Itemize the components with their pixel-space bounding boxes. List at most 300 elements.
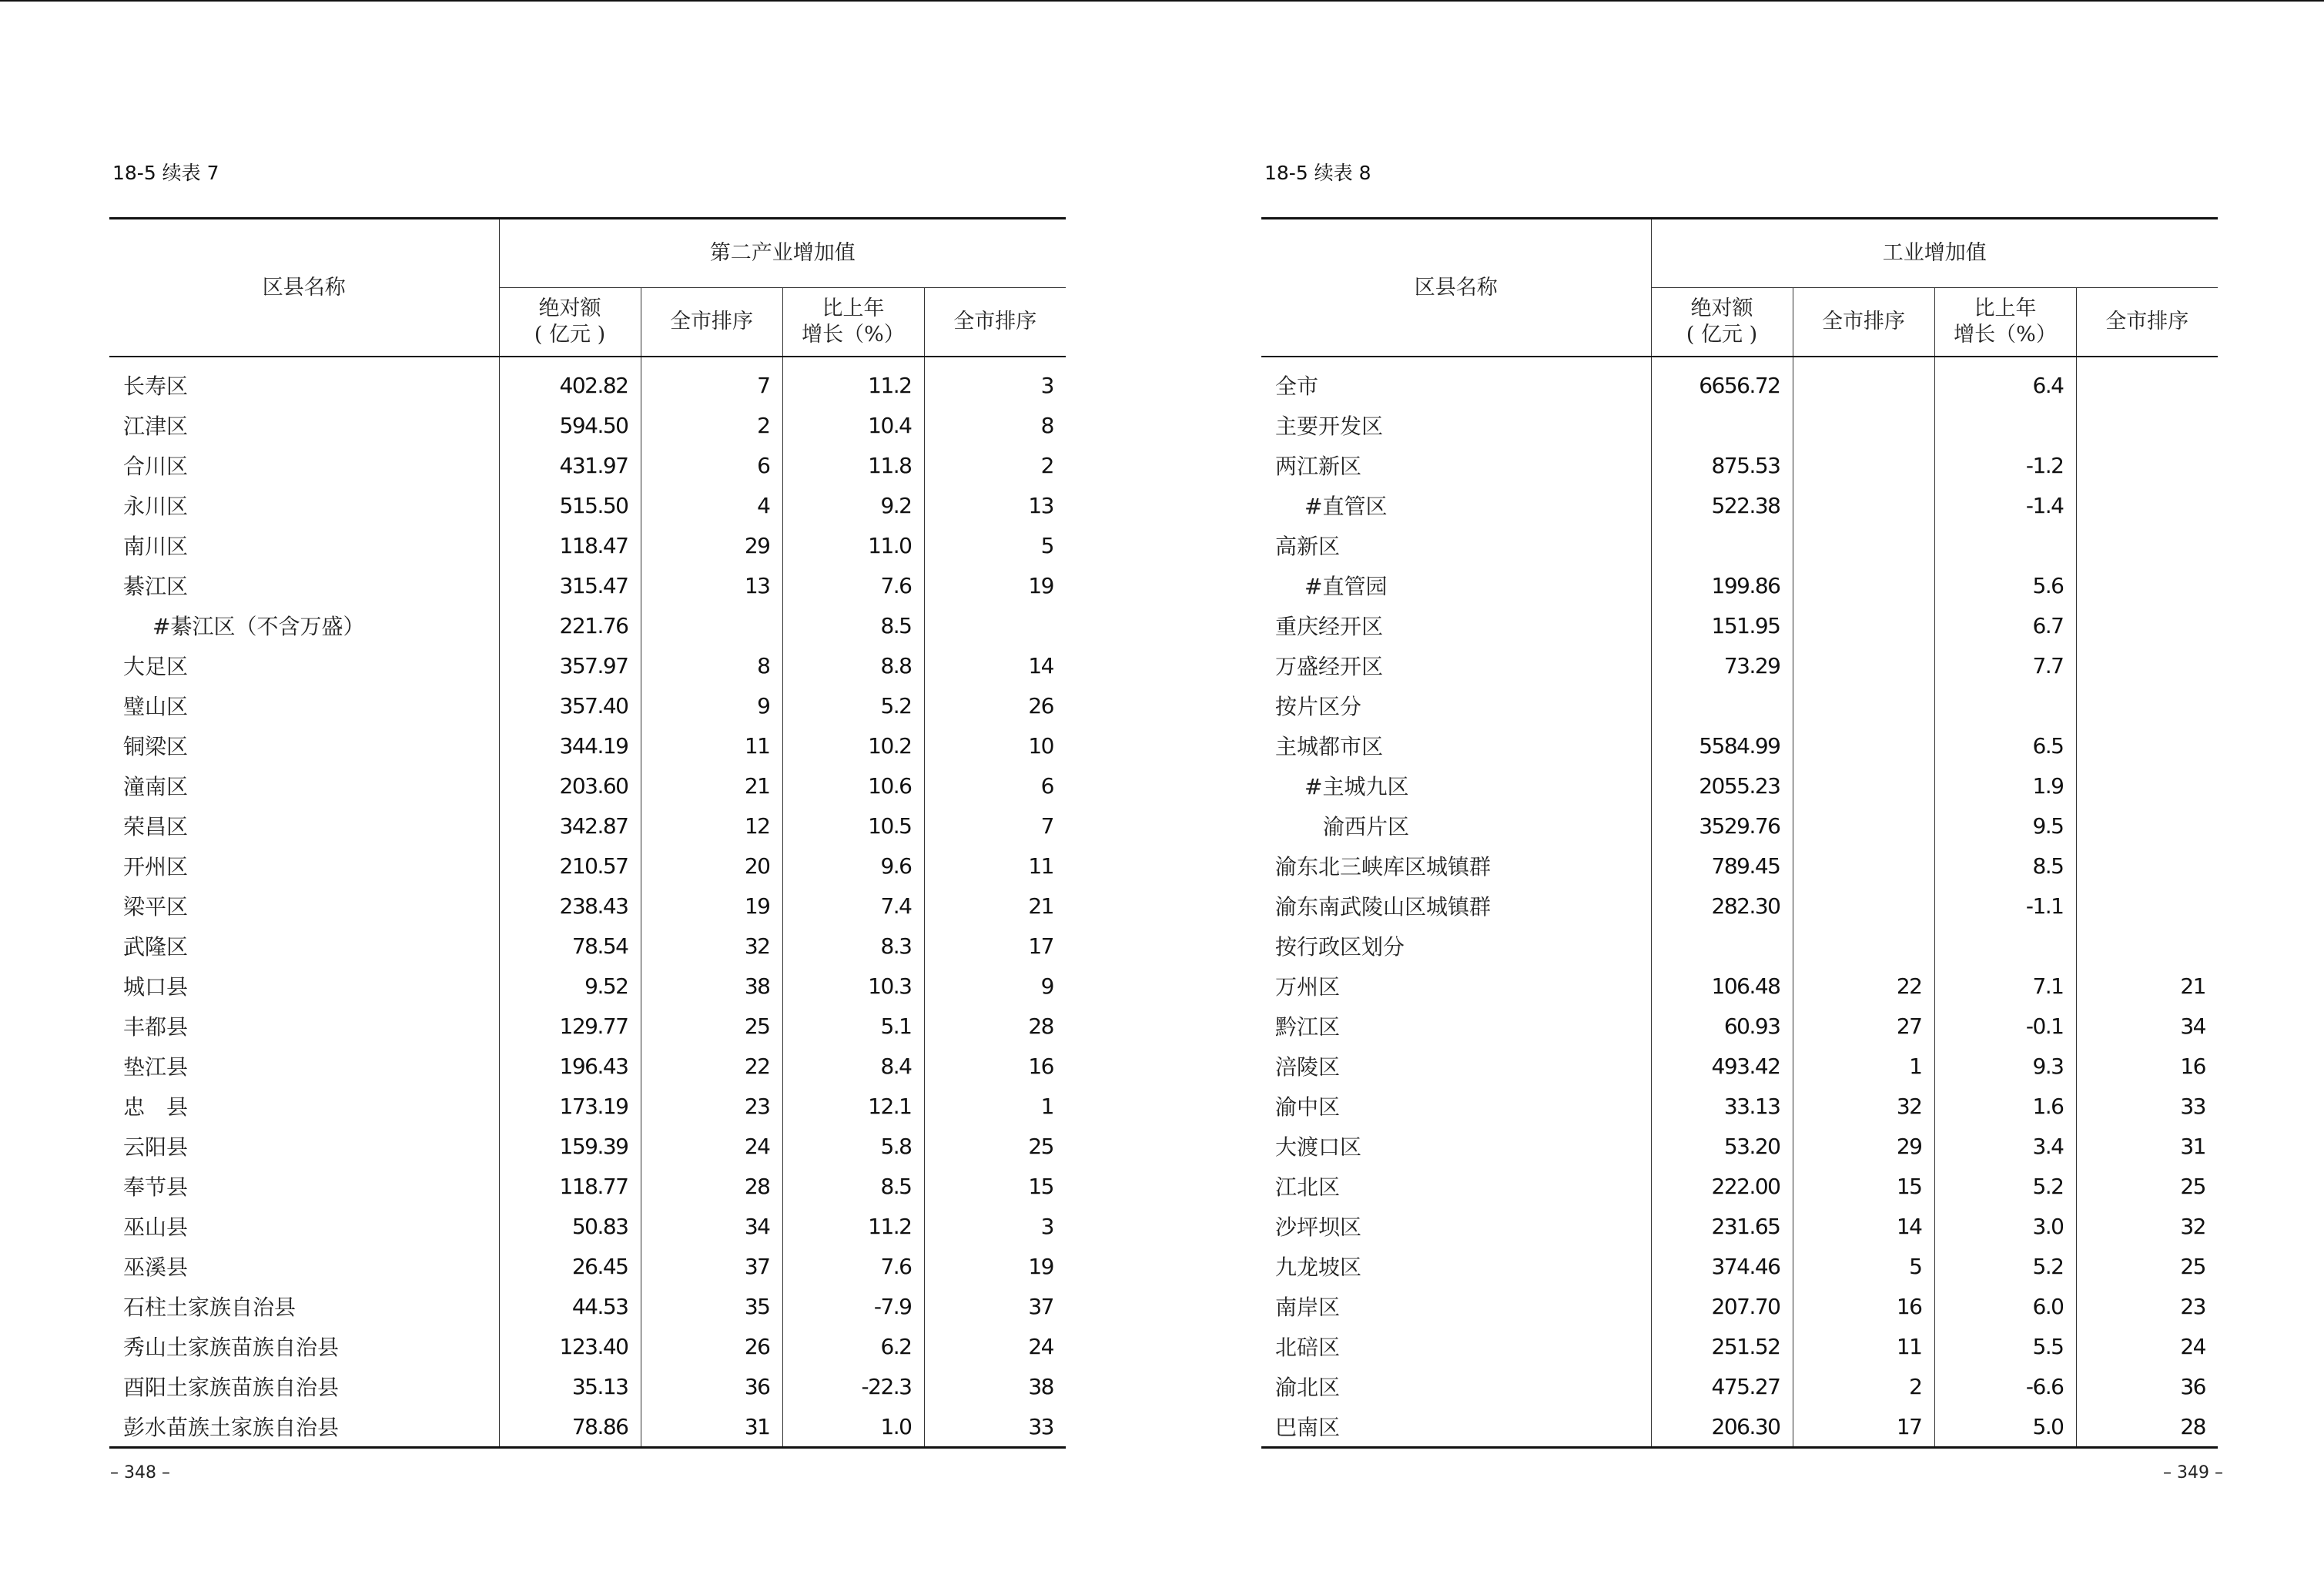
table-row	[1261, 1206, 2218, 1246]
region-name-cell: 秀山土家族苗族自治县	[123, 1335, 340, 1360]
absolute-value-cell: 118.47	[499, 525, 641, 565]
table-row	[109, 766, 1066, 806]
growth-rank-cell: 9	[924, 966, 1066, 1006]
growth-cell	[1934, 685, 2076, 725]
growth-cell: 6.4	[1934, 357, 2076, 405]
growth-cell: 11.2	[782, 1206, 924, 1246]
growth-cell: 6.0	[1934, 1286, 2076, 1326]
absolute-value-cell: 357.40	[499, 685, 641, 725]
region-name-cell: #直管区	[1304, 494, 1388, 519]
table-row	[109, 1246, 1066, 1286]
table-row	[109, 1366, 1066, 1406]
region-name-cell: 南川区	[123, 534, 189, 559]
growth-rank-cell	[2076, 725, 2218, 766]
region-name-cell: 北碚区	[1275, 1335, 1341, 1360]
growth-cell: 9.6	[782, 846, 924, 886]
region-name-cell: 重庆经开区	[1275, 614, 1384, 639]
growth-rank-header: 全市排序	[2076, 288, 2218, 357]
growth-cell: -7.9	[782, 1286, 924, 1326]
group-header: 工业增加值	[1651, 219, 2218, 288]
rank-cell: 5	[1793, 1246, 1934, 1286]
growth-cell: 10.2	[782, 725, 924, 766]
growth-cell: -22.3	[782, 1366, 924, 1406]
growth-rank-cell	[2076, 445, 2218, 485]
absolute-value-cell: 402.82	[499, 357, 641, 405]
region-name-cell: 巫溪县	[123, 1255, 189, 1280]
region-name-cell: #主城九区	[1304, 774, 1409, 799]
growth-cell: 6.5	[1934, 725, 2076, 766]
growth-cell: 8.5	[782, 1166, 924, 1206]
table-row	[1261, 445, 2218, 485]
absolute-value-cell: 78.86	[499, 1406, 641, 1448]
growth-cell: 12.1	[782, 1086, 924, 1126]
growth-cell: 11.0	[782, 525, 924, 565]
rank-cell: 28	[641, 1166, 782, 1206]
absolute-value-cell: 210.57	[499, 846, 641, 886]
region-name-cell: 奉节县	[123, 1174, 189, 1200]
table-row	[109, 806, 1066, 846]
absolute-header: 绝对额 ( 亿元 )	[499, 288, 641, 357]
absolute-value-cell: 173.19	[499, 1086, 641, 1126]
rank-cell: 11	[641, 725, 782, 766]
rank-header: 全市排序	[1793, 288, 1934, 357]
region-name-cell: 武隆区	[123, 934, 189, 960]
region-name-cell: 渝东北三峡库区城镇群	[1275, 854, 1492, 879]
growth-rank-cell: 2	[924, 445, 1066, 485]
table-row	[109, 926, 1066, 966]
absolute-value-cell: 475.27	[1651, 1366, 1793, 1406]
rank-cell: 19	[641, 886, 782, 926]
rank-cell: 11	[1793, 1326, 1934, 1366]
table-body	[109, 357, 1066, 1448]
table-row	[1261, 405, 2218, 445]
region-name-cell: 石柱土家族自治县	[123, 1295, 296, 1320]
table-row	[1261, 725, 2218, 766]
rank-cell: 9	[641, 685, 782, 725]
rank-cell	[1793, 846, 1934, 886]
rank-cell	[641, 605, 782, 645]
region-name-cell: 两江新区	[1275, 454, 1362, 479]
growth-rank-cell: 16	[2076, 1046, 2218, 1086]
table-row	[109, 966, 1066, 1006]
growth-rank-cell: 8	[924, 405, 1066, 445]
absolute-value-cell: 44.53	[499, 1286, 641, 1326]
growth-cell: -0.1	[1934, 1006, 2076, 1046]
absolute-value-cell: 357.97	[499, 645, 641, 685]
growth-cell: 1.9	[1934, 766, 2076, 806]
region-name-cell: 丰都县	[123, 1014, 189, 1040]
region-name-cell: 璧山区	[123, 694, 189, 719]
table-row	[1261, 525, 2218, 565]
rank-cell: 37	[641, 1246, 782, 1286]
growth-rank-cell	[2076, 926, 2218, 966]
absolute-value-cell: 221.76	[499, 605, 641, 645]
region-name-cell: 巫山县	[123, 1214, 189, 1240]
growth-rank-cell: 16	[924, 1046, 1066, 1086]
growth-cell: 5.1	[782, 1006, 924, 1046]
absolute-value-cell: 129.77	[499, 1006, 641, 1046]
growth-rank-cell: 3	[924, 1206, 1066, 1246]
rank-cell: 21	[641, 766, 782, 806]
growth-rank-cell: 7	[924, 806, 1066, 846]
region-name-cell: 渝西片区	[1323, 814, 1410, 839]
absolute-value-cell: 35.13	[499, 1366, 641, 1406]
growth-rank-cell: 33	[2076, 1086, 2218, 1126]
table-row	[109, 357, 1066, 405]
region-name-cell: 潼南区	[123, 774, 189, 799]
rank-cell: 4	[641, 485, 782, 525]
table-row	[1261, 1086, 2218, 1126]
absolute-value-cell: 231.65	[1651, 1206, 1793, 1246]
region-name-cell: 巴南区	[1275, 1415, 1341, 1440]
rank-cell	[1793, 525, 1934, 565]
rank-cell: 32	[641, 926, 782, 966]
absolute-value-cell: 60.93	[1651, 1006, 1793, 1046]
growth-rank-cell	[2076, 485, 2218, 525]
rank-cell	[1793, 886, 1934, 926]
growth-cell: 9.3	[1934, 1046, 2076, 1086]
growth-cell: 9.5	[1934, 806, 2076, 846]
absolute-value-cell: 222.00	[1651, 1166, 1793, 1206]
secondary-industry-table	[109, 217, 1066, 1449]
table-row	[109, 1006, 1066, 1046]
growth-rank-cell: 10	[924, 725, 1066, 766]
region-name-cell: 大渡口区	[1275, 1134, 1362, 1160]
rank-cell: 25	[641, 1006, 782, 1046]
rank-cell	[1793, 485, 1934, 525]
absolute-value-cell: 26.45	[499, 1246, 641, 1286]
rank-cell	[1793, 685, 1934, 725]
absolute-value-cell: 493.42	[1651, 1046, 1793, 1086]
growth-rank-cell	[2076, 806, 2218, 846]
table-row	[1261, 966, 2218, 1006]
rank-cell	[1793, 357, 1934, 405]
growth-rank-cell: 19	[924, 565, 1066, 605]
growth-rank-cell	[2076, 565, 2218, 605]
rank-cell: 17	[1793, 1406, 1934, 1448]
rank-cell	[1793, 645, 1934, 685]
growth-rank-cell: 11	[924, 846, 1066, 886]
growth-rank-cell	[2076, 357, 2218, 405]
growth-rank-cell: 31	[2076, 1126, 2218, 1166]
growth-cell: 10.3	[782, 966, 924, 1006]
growth-rank-cell	[2076, 886, 2218, 926]
growth-cell	[1934, 525, 2076, 565]
table-row	[1261, 1006, 2218, 1046]
group-header: 第二产业增加值	[499, 219, 1066, 288]
table-row	[1261, 886, 2218, 926]
growth-cell: -1.2	[1934, 445, 2076, 485]
rank-cell: 22	[641, 1046, 782, 1086]
table-row	[109, 846, 1066, 886]
region-name-cell: 渝中区	[1275, 1094, 1341, 1120]
rank-cell: 2	[1793, 1366, 1934, 1406]
absolute-header: 绝对额 ( 亿元 )	[1651, 288, 1793, 357]
rank-cell: 15	[1793, 1166, 1934, 1206]
region-name-cell: 沙坪坝区	[1275, 1214, 1362, 1240]
rank-cell: 7	[641, 357, 782, 405]
growth-rank-cell: 37	[924, 1286, 1066, 1326]
table-row	[1261, 1326, 2218, 1366]
table-label: 18-5 续表 7	[112, 162, 219, 184]
table-row	[1261, 846, 2218, 886]
table-row	[1261, 565, 2218, 605]
growth-header: 比上年 增长（%）	[782, 288, 924, 357]
region-name-cell: 开州区	[123, 854, 189, 879]
growth-cell: 1.6	[1934, 1086, 2076, 1126]
absolute-value-cell: 3529.76	[1651, 806, 1793, 846]
rank-cell: 22	[1793, 966, 1934, 1006]
growth-cell: 10.5	[782, 806, 924, 846]
table-row	[1261, 685, 2218, 725]
absolute-value-cell: 315.47	[499, 565, 641, 605]
absolute-value-cell: 199.86	[1651, 565, 1793, 605]
industry-value-table	[1261, 217, 2218, 1449]
rank-cell	[1793, 565, 1934, 605]
growth-rank-cell: 24	[2076, 1326, 2218, 1366]
growth-cell: 8.5	[1934, 846, 2076, 886]
absolute-value-cell: 207.70	[1651, 1286, 1793, 1326]
region-header: 区县名称	[1414, 275, 1498, 300]
growth-cell: 7.4	[782, 886, 924, 926]
absolute-value-cell: 9.52	[499, 966, 641, 1006]
rank-cell: 20	[641, 846, 782, 886]
absolute-value-cell: 594.50	[499, 405, 641, 445]
rank-cell: 38	[641, 966, 782, 1006]
absolute-value-cell: 431.97	[499, 445, 641, 485]
region-name-cell: 江北区	[1275, 1174, 1341, 1200]
growth-header: 比上年 增长（%）	[1934, 288, 2076, 357]
absolute-value-cell: 196.43	[499, 1046, 641, 1086]
growth-rank-cell: 15	[924, 1166, 1066, 1206]
growth-rank-cell: 28	[2076, 1406, 2218, 1448]
region-header: 区县名称	[262, 275, 346, 300]
right-page	[1162, 0, 2324, 1588]
table-row	[109, 1166, 1066, 1206]
table-row	[109, 685, 1066, 725]
region-name-cell: 垫江县	[123, 1054, 189, 1080]
absolute-value-cell: 342.87	[499, 806, 641, 846]
rank-cell: 36	[641, 1366, 782, 1406]
table-row	[109, 605, 1066, 645]
rank-cell: 24	[641, 1126, 782, 1166]
rank-cell: 8	[641, 645, 782, 685]
absolute-value-cell: 123.40	[499, 1326, 641, 1366]
table-row	[109, 565, 1066, 605]
rank-cell: 12	[641, 806, 782, 846]
absolute-value-cell: 159.39	[499, 1126, 641, 1166]
growth-rank-cell	[924, 605, 1066, 645]
region-name-cell: 荣昌区	[123, 814, 189, 839]
region-name-cell: 全市	[1275, 374, 1319, 399]
growth-rank-cell: 23	[2076, 1286, 2218, 1326]
growth-cell: 8.5	[782, 605, 924, 645]
growth-rank-cell: 28	[924, 1006, 1066, 1046]
growth-cell: 7.6	[782, 565, 924, 605]
absolute-value-cell: 515.50	[499, 485, 641, 525]
growth-rank-cell: 17	[924, 926, 1066, 966]
growth-rank-cell	[2076, 766, 2218, 806]
page-number: – 349 –	[2163, 1463, 2223, 1482]
region-name-cell: 九龙坡区	[1275, 1255, 1362, 1280]
absolute-value-cell	[1651, 405, 1793, 445]
absolute-value-cell: 6656.72	[1651, 357, 1793, 405]
region-name-cell: 渝北区	[1275, 1375, 1341, 1400]
region-name-cell: 涪陵区	[1275, 1054, 1341, 1080]
growth-cell: 3.0	[1934, 1206, 2076, 1246]
region-name-cell: 万州区	[1275, 974, 1341, 1000]
growth-cell: 5.2	[1934, 1246, 2076, 1286]
rank-cell	[1793, 605, 1934, 645]
rank-cell: 16	[1793, 1286, 1934, 1326]
table-row	[109, 1086, 1066, 1126]
region-name-cell: 合川区	[123, 454, 189, 479]
region-name-cell: 万盛经开区	[1275, 654, 1384, 679]
table-row	[1261, 645, 2218, 685]
growth-rank-cell: 32	[2076, 1206, 2218, 1246]
absolute-value-cell: 789.45	[1651, 846, 1793, 886]
growth-rank-cell	[2076, 685, 2218, 725]
rank-cell: 13	[641, 565, 782, 605]
region-name-cell: 城口县	[123, 974, 189, 1000]
growth-rank-cell: 36	[2076, 1366, 2218, 1406]
table-row	[109, 1126, 1066, 1166]
growth-cell: -1.4	[1934, 485, 2076, 525]
rank-cell: 31	[641, 1406, 782, 1448]
region-name-cell: 江津区	[123, 414, 189, 439]
table-row	[1261, 1246, 2218, 1286]
growth-rank-cell: 25	[924, 1126, 1066, 1166]
rank-cell	[1793, 766, 1934, 806]
region-name-cell: 高新区	[1275, 534, 1341, 559]
region-name-cell: 黔江区	[1275, 1014, 1341, 1040]
growth-rank-cell: 6	[924, 766, 1066, 806]
absolute-value-cell: 251.52	[1651, 1326, 1793, 1366]
rank-cell: 2	[641, 405, 782, 445]
growth-cell: 5.5	[1934, 1326, 2076, 1366]
growth-rank-cell	[2076, 645, 2218, 685]
rank-cell	[1793, 806, 1934, 846]
growth-cell: 10.4	[782, 405, 924, 445]
rank-cell	[1793, 405, 1934, 445]
absolute-value-cell: 106.48	[1651, 966, 1793, 1006]
table-row	[1261, 1286, 2218, 1326]
table-row	[109, 1286, 1066, 1326]
growth-cell: 5.2	[1934, 1166, 2076, 1206]
rank-cell: 14	[1793, 1206, 1934, 1246]
region-name-cell: 按行政区划分	[1275, 934, 1405, 960]
growth-rank-cell	[2076, 605, 2218, 645]
absolute-value-cell: 33.13	[1651, 1086, 1793, 1126]
table-row	[109, 1046, 1066, 1086]
growth-rank-cell: 25	[2076, 1246, 2218, 1286]
absolute-value-cell: 344.19	[499, 725, 641, 766]
region-name-cell: 大足区	[123, 654, 189, 679]
table-row	[1261, 806, 2218, 846]
region-name-cell: 忠 县	[123, 1094, 189, 1120]
growth-cell: 5.8	[782, 1126, 924, 1166]
region-name-cell: #綦江区（不含万盛）	[152, 614, 365, 639]
growth-rank-cell: 5	[924, 525, 1066, 565]
absolute-value-cell: 5584.99	[1651, 725, 1793, 766]
rank-cell	[1793, 926, 1934, 966]
page-number: – 348 –	[110, 1463, 170, 1482]
rank-cell	[1793, 445, 1934, 485]
table-row	[1261, 1366, 2218, 1406]
growth-cell: 11.8	[782, 445, 924, 485]
table-row	[1261, 1046, 2218, 1086]
rank-cell: 23	[641, 1086, 782, 1126]
table-row	[109, 725, 1066, 766]
growth-rank-cell: 21	[924, 886, 1066, 926]
growth-cell: 6.7	[1934, 605, 2076, 645]
growth-rank-cell: 1	[924, 1086, 1066, 1126]
growth-cell: 8.8	[782, 645, 924, 685]
absolute-value-cell	[1651, 525, 1793, 565]
growth-rank-cell	[2076, 846, 2218, 886]
growth-cell: 7.1	[1934, 966, 2076, 1006]
growth-rank-cell: 25	[2076, 1166, 2218, 1206]
absolute-value-cell: 2055.23	[1651, 766, 1793, 806]
growth-rank-cell: 14	[924, 645, 1066, 685]
region-name-cell: 南岸区	[1275, 1295, 1341, 1320]
growth-rank-cell: 24	[924, 1326, 1066, 1366]
rank-cell: 29	[1793, 1126, 1934, 1166]
region-name-cell: #直管园	[1304, 574, 1388, 599]
growth-cell: 5.0	[1934, 1406, 2076, 1448]
growth-cell: 3.4	[1934, 1126, 2076, 1166]
table-row	[109, 485, 1066, 525]
growth-cell: -1.1	[1934, 886, 2076, 926]
region-name-cell: 梁平区	[123, 894, 189, 920]
table-row	[1261, 1126, 2218, 1166]
table-row	[109, 1206, 1066, 1246]
region-name-cell: 云阳县	[123, 1134, 189, 1160]
region-name-cell: 按片区分	[1275, 694, 1362, 719]
absolute-value-cell: 50.83	[499, 1206, 641, 1246]
table-row	[1261, 485, 2218, 525]
region-name-cell: 綦江区	[123, 574, 189, 599]
rank-cell	[1793, 725, 1934, 766]
absolute-value-cell: 206.30	[1651, 1406, 1793, 1448]
region-name-cell: 主城都市区	[1275, 734, 1384, 759]
growth-rank-cell: 26	[924, 685, 1066, 725]
absolute-value-cell: 118.77	[499, 1166, 641, 1206]
table-row	[109, 1406, 1066, 1448]
rank-cell: 26	[641, 1326, 782, 1366]
region-name-cell: 主要开发区	[1275, 414, 1384, 439]
absolute-value-cell	[1651, 926, 1793, 966]
table-label: 18-5 续表 8	[1264, 162, 1371, 184]
rank-cell: 1	[1793, 1046, 1934, 1086]
growth-rank-cell: 21	[2076, 966, 2218, 1006]
rank-cell: 32	[1793, 1086, 1934, 1126]
rank-cell: 27	[1793, 1006, 1934, 1046]
growth-cell: 11.2	[782, 357, 924, 405]
growth-rank-cell: 33	[924, 1406, 1066, 1448]
growth-cell	[1934, 926, 2076, 966]
absolute-value-cell: 522.38	[1651, 485, 1793, 525]
rank-cell: 35	[641, 1286, 782, 1326]
table-row	[109, 645, 1066, 685]
growth-cell: 8.4	[782, 1046, 924, 1086]
table-row	[109, 445, 1066, 485]
table-row	[109, 525, 1066, 565]
absolute-value-cell: 53.20	[1651, 1126, 1793, 1166]
growth-cell: 1.0	[782, 1406, 924, 1448]
table-row	[1261, 1406, 2218, 1448]
growth-cell: 5.2	[782, 685, 924, 725]
